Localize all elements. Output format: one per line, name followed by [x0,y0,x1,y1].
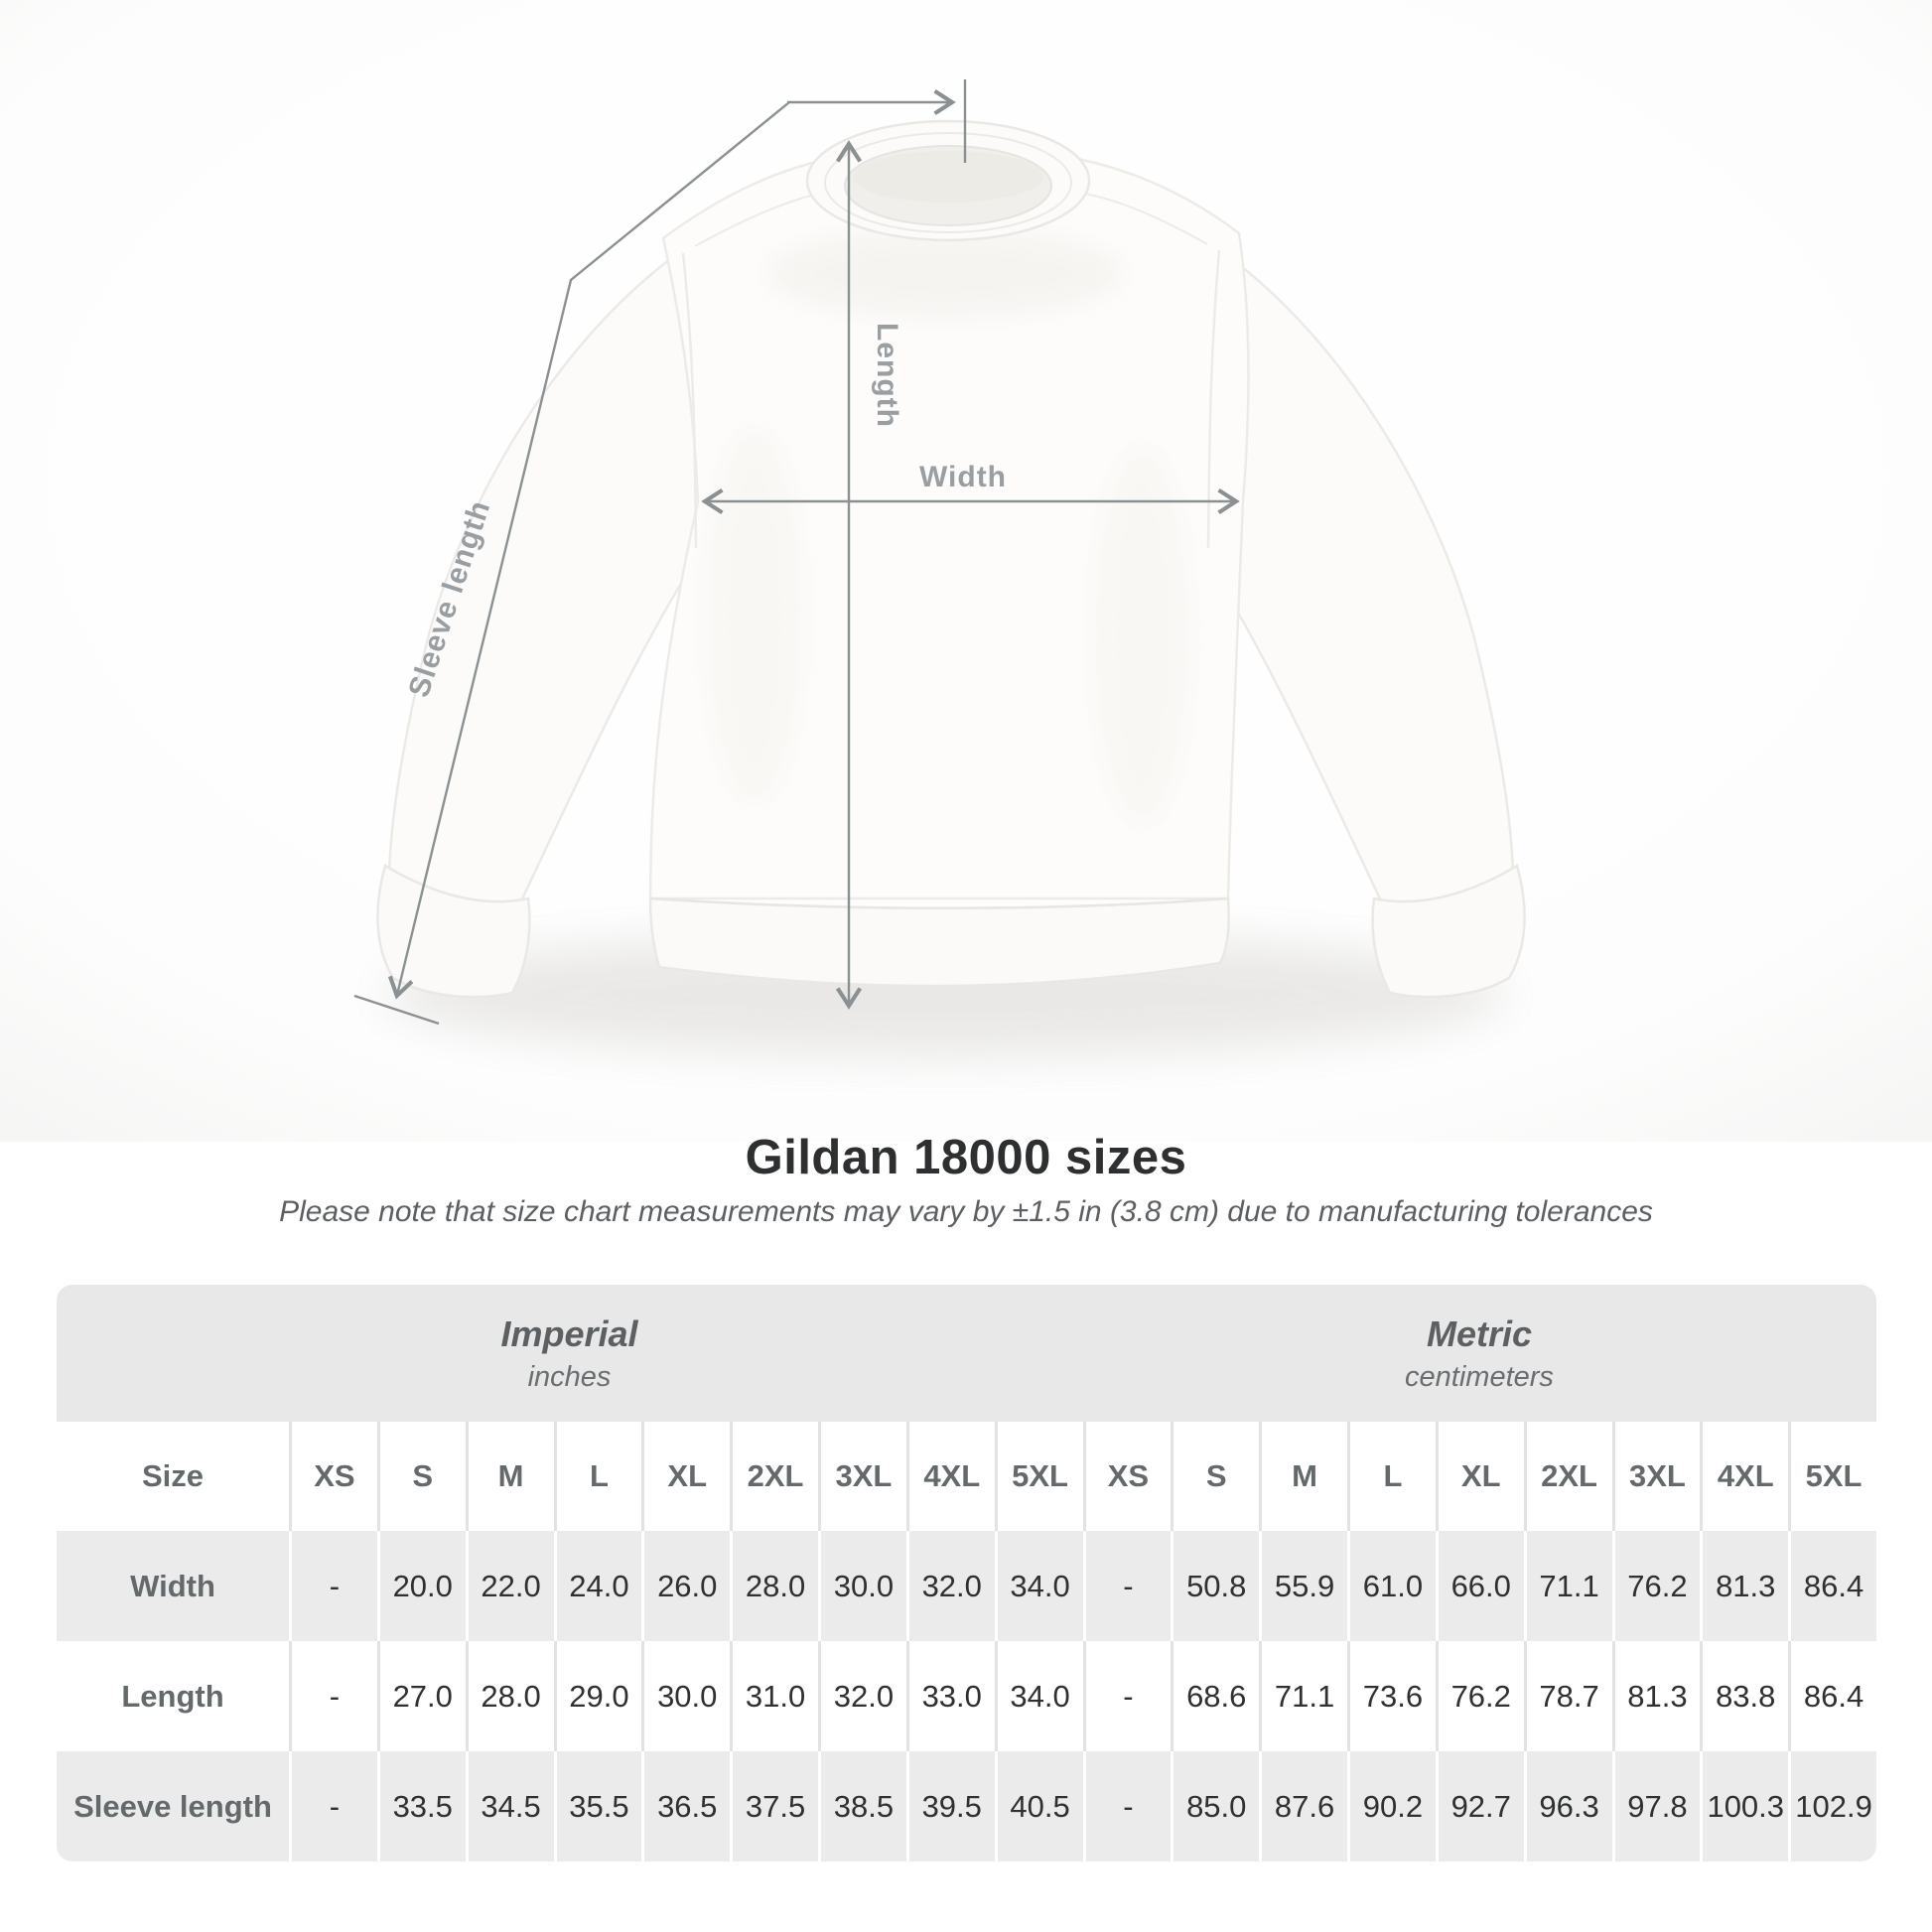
metric-section-header [1082,1285,1876,1422]
imperial-value-cell: 30.0 [818,1531,906,1641]
row-label: Sleeve length [73,1788,272,1824]
fabric-shading [766,228,1124,318]
metric-unit: centimeters [1405,1360,1554,1393]
imperial-size-column-header: 4XL [906,1422,995,1531]
metric-value-cell: 78.7 [1524,1641,1612,1751]
metric-value-cell: 81.3 [1612,1641,1701,1751]
row-label: Length [121,1678,224,1714]
measure-row-width [57,1531,1876,1641]
imperial-size-column-header: XL [641,1422,730,1531]
imperial-size-column-header: 3XL [818,1422,906,1531]
imperial-label: Imperial [500,1312,638,1354]
imperial-value-cell: 24.0 [554,1531,642,1641]
sleeve-length-label: Sleeve length [402,495,497,702]
hem-band [650,898,1229,986]
metric-size-column-header: XL [1436,1422,1524,1531]
page-title: Gildan 18000 sizes [745,1131,1187,1184]
unit-header-band [57,1285,1876,1422]
imperial-size-column-header: 5XL [995,1422,1083,1531]
imperial-value-cell: 22.0 [466,1531,554,1641]
collar-inner-shadow [853,151,1043,203]
imperial-value-cell: 31.0 [730,1641,818,1751]
metric-value-cell: 66.0 [1436,1531,1524,1641]
size-table [57,1285,1876,1862]
width-label: Width [918,461,1008,493]
imperial-size-column-header: M [466,1422,554,1531]
metric-value-cell: 76.2 [1436,1641,1524,1751]
metric-size-column-header: L [1347,1422,1436,1531]
imperial-size-column-header: 2XL [730,1422,818,1531]
imperial-value-cell: 20.0 [377,1531,466,1641]
imperial-value-cell: 39.5 [906,1751,995,1862]
imperial-value-cell: 33.5 [377,1751,466,1862]
size-header-row [57,1422,1876,1531]
metric-value-cell: - [1083,1531,1172,1641]
metric-size-column-header: S [1171,1422,1259,1531]
size-table-body [57,1422,1876,1862]
imperial-value-cell: 36.5 [641,1751,730,1862]
fabric-fold [705,427,804,804]
fabric-fold [1092,447,1191,824]
metric-value-cell: 83.8 [1700,1641,1788,1751]
metric-size-column-header: M [1259,1422,1347,1531]
imperial-value-cell: 26.0 [641,1531,730,1641]
metric-size-column-header: 2XL [1524,1422,1612,1531]
metric-value-cell: 100.3 [1700,1751,1788,1862]
metric-value-cell: - [1083,1751,1172,1862]
row-label: Width [130,1568,215,1603]
metric-size-column-header: XS [1083,1422,1172,1531]
imperial-value-cell: - [289,1751,377,1862]
imperial-size-column-header: XS [289,1422,377,1531]
metric-value-cell: - [1083,1641,1172,1751]
metric-value-cell: 86.4 [1788,1641,1876,1751]
metric-value-cell: 71.1 [1524,1531,1612,1641]
size-header-label: Size [141,1458,205,1493]
metric-value-cell: 86.4 [1788,1531,1876,1641]
imperial-value-cell: 34.0 [995,1531,1083,1641]
measure-row-sleeve-length [57,1751,1876,1862]
imperial-section-header [57,1285,1082,1422]
measure-row-length [57,1641,1876,1751]
length-label: Length [871,323,903,428]
metric-value-cell: 97.8 [1612,1751,1701,1862]
metric-value-cell: 81.3 [1700,1531,1788,1641]
metric-value-cell: 61.0 [1347,1531,1436,1641]
imperial-value-cell: 40.5 [995,1751,1083,1862]
metric-value-cell: 55.9 [1259,1531,1347,1641]
imperial-value-cell: 30.0 [641,1641,730,1751]
imperial-value-cell: 38.5 [818,1751,906,1862]
imperial-value-cell: - [289,1641,377,1751]
imperial-value-cell: 37.5 [730,1751,818,1862]
imperial-value-cell: 35.5 [554,1751,642,1862]
metric-label: Metric [1426,1312,1533,1354]
metric-size-column-header: 5XL [1788,1422,1876,1531]
imperial-value-cell: 28.0 [730,1531,818,1641]
metric-value-cell: 50.8 [1171,1531,1259,1641]
metric-value-cell: 68.6 [1171,1641,1259,1751]
imperial-value-cell: 34.0 [995,1641,1083,1751]
tolerance-note: Please note that size chart measurements may vary by ±1.5 in (3.8 cm) due to manufacturing tolerances [279,1195,1653,1228]
metric-size-column-header: 3XL [1612,1422,1701,1531]
metric-value-cell: 96.3 [1524,1751,1612,1862]
imperial-size-column-header: S [377,1422,466,1531]
metric-value-cell: 85.0 [1171,1751,1259,1862]
imperial-unit: inches [527,1360,612,1393]
metric-value-cell: 76.2 [1612,1531,1701,1641]
imperial-value-cell: 32.0 [906,1531,995,1641]
metric-size-column-header: 4XL [1700,1422,1788,1531]
metric-value-cell: 90.2 [1347,1751,1436,1862]
metric-value-cell: 73.6 [1347,1641,1436,1751]
imperial-size-column-header: L [554,1422,642,1531]
imperial-value-cell: 28.0 [466,1641,554,1751]
metric-value-cell: 92.7 [1436,1751,1524,1862]
imperial-value-cell: 33.0 [906,1641,995,1751]
metric-value-cell: 102.9 [1788,1751,1876,1862]
imperial-value-cell: 32.0 [818,1641,906,1751]
metric-value-cell: 87.6 [1259,1751,1347,1862]
imperial-value-cell: 29.0 [554,1641,642,1751]
imperial-value-cell: - [289,1531,377,1641]
metric-value-cell: 71.1 [1259,1641,1347,1751]
imperial-value-cell: 34.5 [466,1751,554,1862]
imperial-value-cell: 27.0 [377,1641,466,1751]
